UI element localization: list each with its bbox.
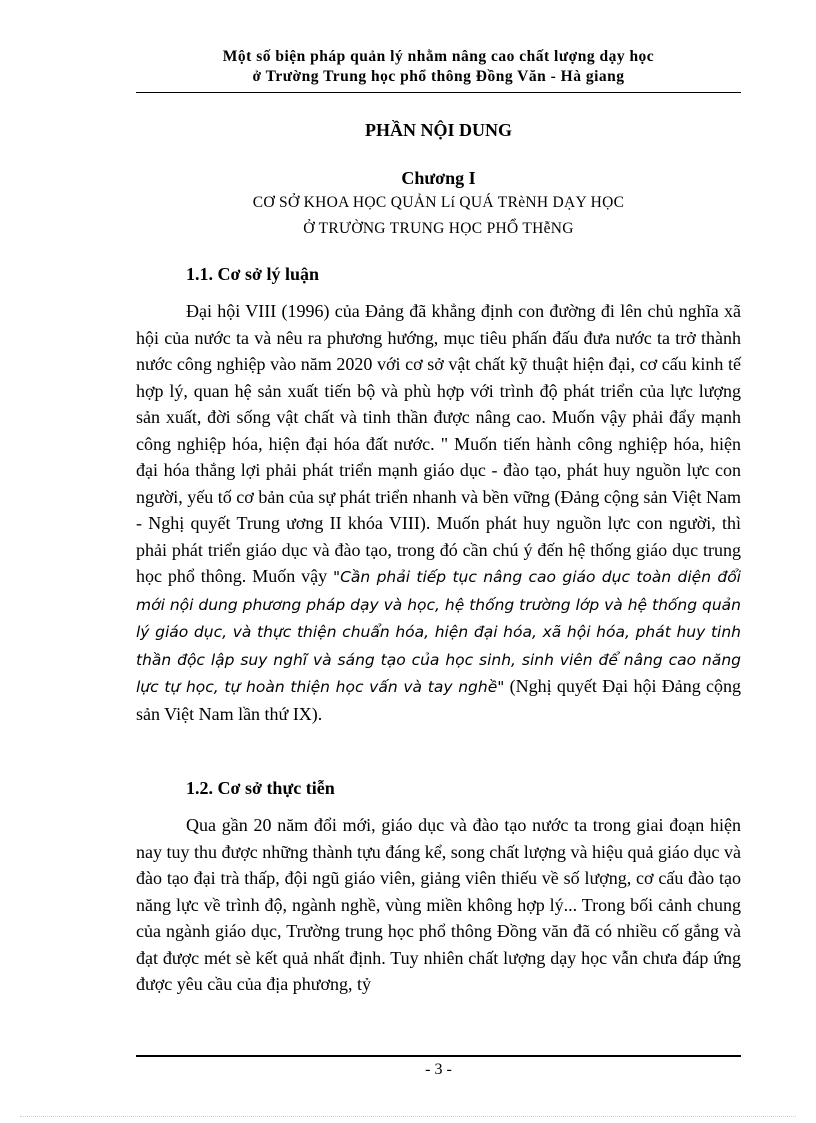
page-number: - 3 -: [425, 1061, 452, 1078]
section-title: PHẦN NỘI DUNG: [365, 120, 512, 140]
running-header-line-1: Một số biện pháp quản lý nhằm nâng cao chất lượng dạy học: [222, 48, 655, 65]
running-header-line-2: ở Trường Trung học phổ thông Đồng Văn - Hà giang: [252, 68, 625, 85]
section-heading-1-1: 1.1. Cơ sở lý luận: [186, 264, 319, 284]
paragraph-theory-citation: (Nghị quyết Đại hội Đảng cộng sản Việt Nam lần thứ IX).: [136, 676, 742, 724]
header-divider: [136, 92, 741, 93]
footer-divider: [136, 1055, 741, 1057]
chapter-subtitle-line-1: CƠ SỞ KHOA HỌC QUẢN Lí QUÁ TRèNH DẠY HỌC: [252, 194, 625, 211]
paragraph-practice: Qua gần 20 năm đổi mới, giáo dục và đào tạo nước ta trong giai đoạn hiện nay tuy thu được những thành tựu đáng kể, song chất lượng và hiệu quả giáo dục và đào tạo đại trà thấp, đội ngũ giáo viên, giảng viên thiếu về số lượng, cơ cấu đào tạo năng lực về trình độ, ngành nghề, vùng miền không hợp lý... Trong bối cảnh chung của ngành giáo dục, Trường trung học phổ thông Đồng văn đã có nhiều cố gắng và đạt được mét sè kết quả nhất định. Tuy nhiên chất lượng dạy học vẫn chưa đáp ứng được yêu cầu của địa phương, tỷ: [136, 815, 741, 994]
running-header: [136, 47, 741, 87]
paragraph-theory: [136, 298, 741, 727]
section-heading-1-2: 1.2. Cơ sở thực tiễn: [186, 778, 335, 798]
paragraph-theory-text: Đại hội VIII (1996) của Đảng đã khẳng định con đường đi lên chủ nghĩa xã hội của nước ta và nêu ra phương hướng, mục tiêu phấn đấu đưa nước ta trở thành nước công nghiệp vào năm 2020 với cơ sở vật chất kỹ thuật hiện đại, cơ cấu kinh tế hợp lý, quan hệ sản xuất tiến bộ và phù hợp với trình độ phát triển của lực lượng sản xuất, đời sống vật chất và tinh thần được nâng cao. Muốn vậy phải đẩy mạnh công nghiệp hóa, hiện đại hóa đất nước. " Muốn tiến hành công nghiệp hóa, hiện đại hóa thắng lợi phải phát triển mạnh giáo dục - đào tạo, phát huy nguồn lực con người, yếu tố cơ bản của sự phát triển nhanh và bền vững (Đảng cộng sản Việt Nam - Nghị quyết Trung ương II khóa VIII). Muốn phát huy nguồn lực con người, thì phải phát triển giáo dục và đào tạo, trong đó cần chú ý đến hệ thống giáo dục trung học phổ thông. Muốn vậy: [136, 301, 741, 586]
chapter-title: Chương I: [401, 168, 476, 188]
chapter-subtitle-line-2: Ở TRƯỜNG TRUNG HỌC PHỔ THễNG: [303, 220, 574, 237]
resolution-quote: "Cần phải tiếp tục nâng cao giáo dục toàn diện đổi mới nội dung phương pháp dạy và học, hệ thống trường lớp và hệ thống quản lý giáo dục, và thực thiện chuẩn hóa, hiện đại hóa, xã hội hóa, phát huy tinh thần độc lập suy nghĩ và sáng tạo của học sinh, sinh viên để nâng cao năng lực tự học, tự hoàn thiện học vấn và tay nghề": [136, 568, 741, 696]
page-break-line: [20, 1116, 796, 1117]
